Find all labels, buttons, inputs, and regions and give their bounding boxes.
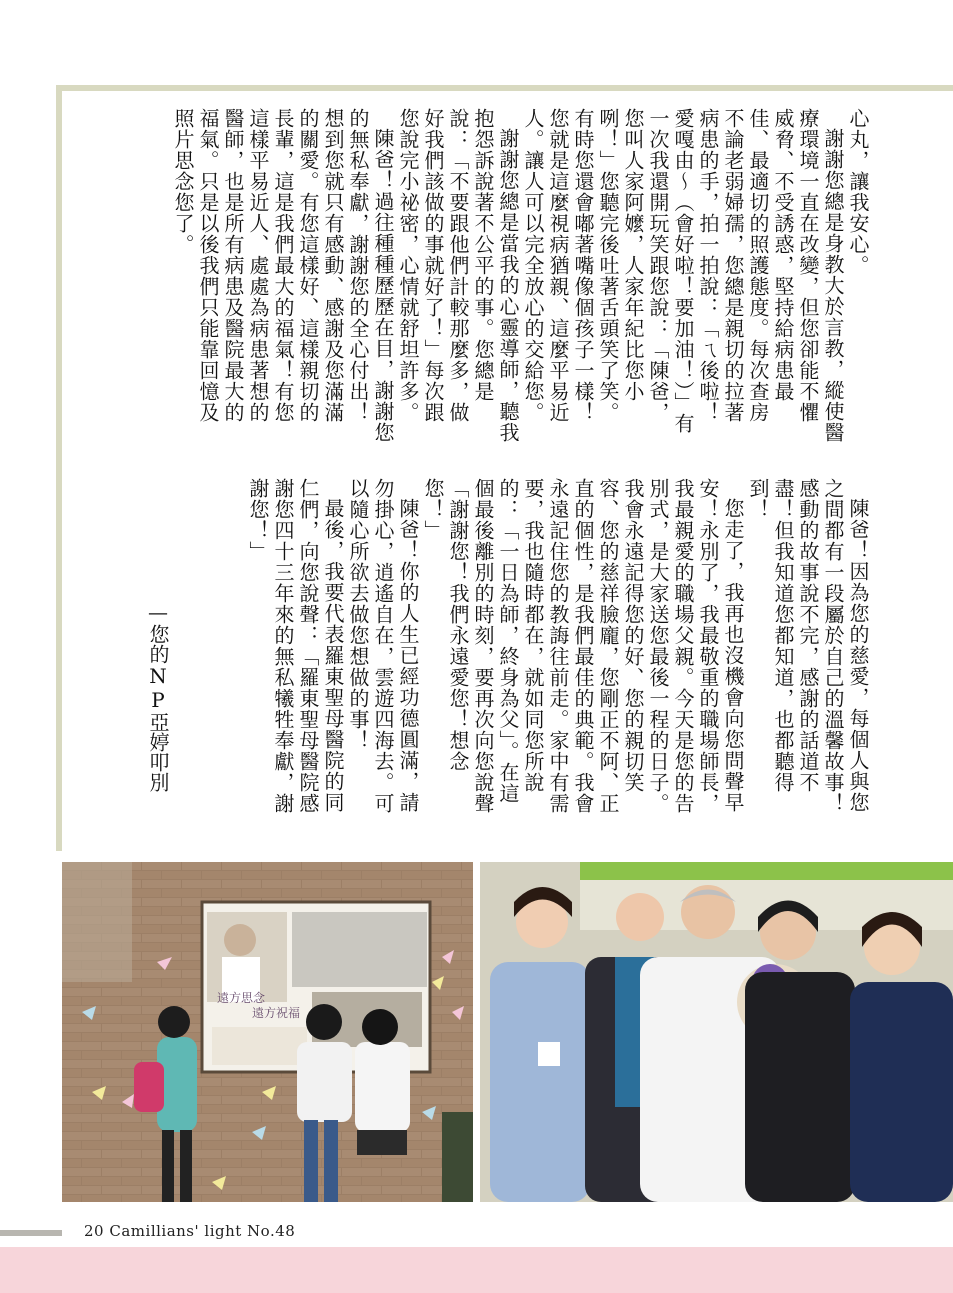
paragraph: 心丸，讓我安心。 <box>846 108 870 276</box>
banner-line-2: 遠方祝福 <box>252 1006 301 1020</box>
paragraph: 謝謝您總是身教大於言教，縱使醫療環境一直在改變，但您卻能不懼威脅、不受誘惑，堅持給病患最佳、最適切的照護態度。每次查房不論老弱婦孺，您總是親切的拉著病患的手，拍一拍說：「ㄟ後啦！愛嘎由～（會好啦！要加油！）」有一次我還開玩笑跟您說：「陳爸，您叫人家阿嬤，人家年紀比您小咧！」您聽完後吐著舌頭笑了笑。有時您還會嘟著嘴像個孩子一樣！您就是這麼視病猶親、這麼平易近人。讓人可以完全放心的交給您。 <box>521 108 845 443</box>
paragraph: 謝謝您總是當我的心靈導師，聽我抱怨訴說著不公平的事。您總是說：「不要跟他們計較那麼多，做好我們該做的事就好了！」每次跟您說完小祕密，心情就舒坦許多。 <box>396 108 520 443</box>
publication-name: Camillians' light No.48 <box>109 1222 296 1240</box>
paragraph: 陳爸！過往種種歷歷在目，謝謝您的無私奉獻，謝謝您的全心付出！想到您就只有感動、感謝及您滿滿的關愛。有您這樣好、這樣親切的長輩，這是我們最大的福氣！有您這樣平易近人、處處為病患著想的醫師，也是所有病患及醫院最大的福氣。只是以後我們只能靠回憶及照片思念您了。 <box>171 108 395 443</box>
paragraph: 陳爸！因為您的慈愛，每個人與您之間都有一段屬於自己的溫馨故事！感動的故事說不完，感謝的話道不盡！但我知道您都知道，也都聽得到！ <box>746 478 870 814</box>
banner-line-1: 遠方思念 <box>217 991 266 1005</box>
article-bottom-block <box>170 478 870 818</box>
bottom-band <box>0 1247 953 1293</box>
page-footer <box>84 1222 295 1240</box>
paragraph: 最後，我要代表羅東聖母醫院的同仁們，向您說聲：「羅東聖母醫院感謝您四十三年來的無私犧牲奉獻，謝謝您！」 <box>246 478 345 814</box>
footer-bar <box>0 1230 62 1236</box>
photo-group <box>480 862 953 1202</box>
group-photo-illustration <box>480 862 953 1202</box>
paragraph: 您走了，我再也沒機會向您問聲早安！永別了，我最敬重的職場師長，我最親愛的職場父親。今天是您的告別式，是大家送您最後一程的日子。我會永遠記得您的好、您的親切笑容、您的慈祥臉龐，您剛正不阿、正直的個性，是我們最佳的典範。我會永遠記住您的教誨往前走。家中有需要，我也隨時都在，就如同您所說的：「一日為師，終身為父」。在這個最後離別的時刻，要再次向您說聲「謝謝您！我們永遠愛您！想念您！」 <box>421 478 745 814</box>
paragraph: 陳爸！你的人生已經功德圓滿，請勿掛心，逍遙自在，雲遊四海去。可以隨心所欲去做您想做的事！ <box>346 478 420 814</box>
page-number: 20 <box>84 1222 105 1240</box>
memorial-wall-illustration <box>62 862 473 1202</box>
signature: —您的NP亞婷叩別 <box>146 600 170 792</box>
photo-memorial-wall <box>62 862 473 1202</box>
article-top-block <box>80 108 870 443</box>
